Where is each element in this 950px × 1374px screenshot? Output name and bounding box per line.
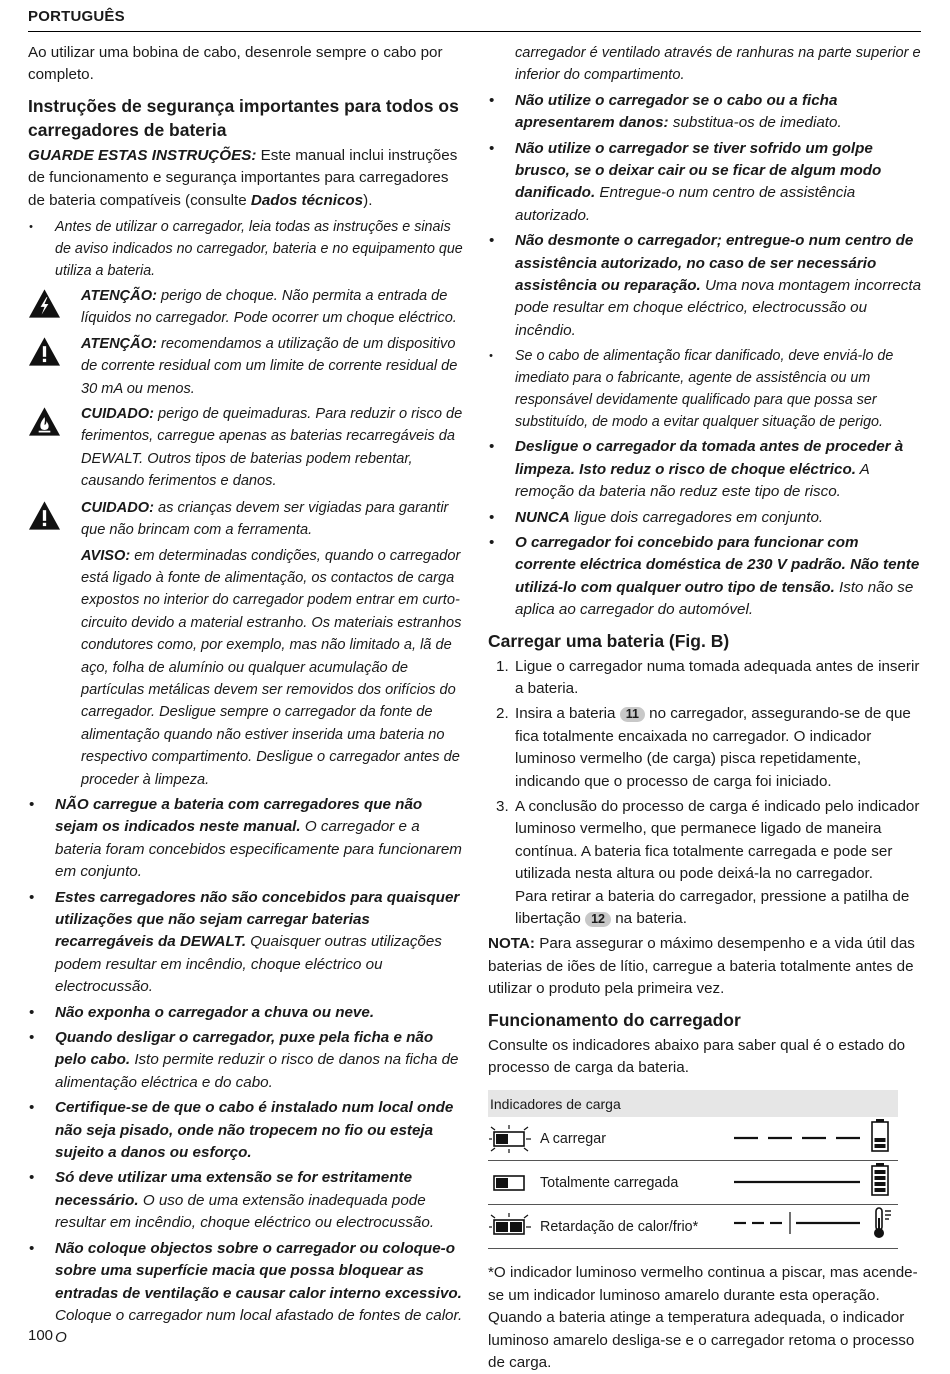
table-row [488,1117,898,1161]
bullet-bold: Não desmonte o carregador; entregue-o num centro de assistência autorizado, no caso de ser necessário assistência ou reparação. [515,232,914,295]
step-text: A conclusão do processo de carga é indicado pelo indicador luminoso vermelho, que permanece ligado de maneira contínua. A bateria fica totalmente carregada e pode ser utilizada nesta altura ou pode deixá-la no carregador. [515,797,920,883]
bullet-bold: Quando desligar o carregador, puxe pela ficha e não pelo cabo. [55,1029,434,1069]
step-text: Ligue o carregador numa tomada adequada antes de inserir a bateria. [515,657,920,697]
bullet-text: Coloque o carregador num local afastado de fontes de calor. O [55,1306,463,1347]
bullet-approved-chargers [28,794,464,884]
thermometer-icon [870,1206,894,1240]
bullet-disassemble [488,230,922,342]
table-row [488,1161,898,1205]
step-text: no carregador, assegurando-se de que fica totalmente encaixada no carregador. O indicador luminoso vermelho (de carga) pisca repetidamente, indicando que o processo de carga foi iniciado. [515,705,911,790]
warning-text: recomendamos a utilização de um dispositivo de corrente residual com um limite de corrente residual de 30 mA ou menos. [81,335,458,397]
operation-heading: Funcionamento do carregador [488,1009,741,1030]
led-cell [488,1205,540,1249]
bullet-text: A remoção da bateria não reduz este tipo de risco. [515,460,870,501]
bullet-230v [488,532,922,622]
caution-children [28,497,464,542]
electric-shock-warning-icon [28,288,61,319]
note-label: NOTA: [488,935,535,953]
bullet-text: Isto não se aplica ao carregador do automóvel. [515,578,914,619]
step-text: Para retirar a bateria do carregador, pressione a patilha de libertação [515,887,910,927]
notice-label: AVISO: [81,547,131,564]
caution-label: CUIDADO: [81,406,154,423]
bullet-text: Quaisquer outras utilizações podem resultar em incêndio, choque eléctrico ou electrocussão. [55,933,442,996]
keep-instructions [28,145,464,212]
note [488,933,922,1000]
page-number: 100 [28,1327,54,1344]
bullet-replace-cord: • Se o cabo de alimentação ficar danificado, deve enviá-lo de imediato para o fabricante, agente de assistência ou um responsável devidamente qualificado para que possa ser substituído, de modo a evitar qualquer situação de perigo. [488,345,922,433]
bullet-text: Uma nova montagem incorrecta pode resultar em choque eléctrico, electrocussão ou incêndio. [515,277,922,339]
bullet-unplug-cleaning [488,436,922,503]
exclamation-warning-icon [28,336,61,367]
charge-indicator-table [488,1090,898,1249]
language-header: PORTUGUÊS [28,8,125,25]
caution-text: perigo de queimaduras. Para reduzir o risco de ferimentos, carregue apenas as baterias recarregáveis da DEWALT. Outros tipos de baterias podem rebentar, causando ferimentos e danos. [81,406,463,490]
operation-text: Consulte os indicadores abaixo para saber qual é o estado do processo de carga da bateria. [488,1036,906,1077]
warning-label: ATENÇÃO: [81,335,157,352]
solid-pattern-icon [730,1177,866,1187]
bullet-read-instructions: • Antes de utilizar o carregador, leia todas as instruções e sinais de aviso indicados no carregador, bateria e no equipamento que utiliza a bateria. [28,216,464,282]
delay-pattern-icon [730,1211,866,1235]
battery-cell [870,1161,898,1205]
row-label: Retardação de calor/frio* [540,1205,730,1249]
bullet-text: O uso de uma extensão inadequada pode resultar em incêndio, choque eléctrico ou electrocussão. [55,1191,435,1232]
footnote: *O indicador luminoso vermelho continua a piscar, mas acende-se um indicador luminoso amarelo durante esta operação. Quando a bateria atinge a temperatura adequada, o indicador luminoso amarelo desliga-se e o carregador retoma o processo de carga. [488,1264,918,1372]
step-text: Insira a bateria [515,705,620,723]
pattern-cell [730,1205,870,1249]
battery-cell [870,1205,898,1249]
warning-rcd [28,333,464,400]
bullet-dropped [488,138,922,228]
battery-full-icon [870,1162,890,1196]
bullet-text: O carregador e a bateria foram concebidos especificamente para funcionarem em conjunto. [55,818,462,881]
warning-text: perigo de choque. Não permita a entrada de líquidos no carregador. Pode ocorrer um choque eléctrico. [81,288,457,327]
bullet-cord-location [28,1097,464,1164]
step-2 [488,703,922,793]
bullet-text: ligue dois carregadores em conjunto. [569,508,824,526]
bullet-bold: Não exponha o carregador a chuva ou neve. [55,1003,375,1021]
continued-text: carregador é ventilado através de ranhuras na parte superior e inferior do compartimento. [515,45,921,84]
bullet-bold: Só deve utilizar uma extensão se for estritamente necessário. [55,1169,413,1209]
keep-text: Este manual inclui instruções de funcionamento e segurança importantes para carregadores de bateria compatíveis (consulte [28,146,458,209]
fire-hazard-icon [28,406,61,437]
bullet-text: Entregue-o num centro de assistência autorizado. [515,184,856,224]
led-cell [488,1117,540,1161]
pattern-cell [730,1161,870,1205]
header-rule [28,31,921,32]
step-number: 1. [496,657,509,675]
bullet-bold: Certifique-se de que o cabo é instalado num local onde não seja pisado, onde não tropecem no fio ou esteja sujeito a danos ou esforço. [55,1099,454,1162]
led-cell [488,1161,540,1205]
bullet-unplug [28,1027,464,1094]
battery-charging-icon [870,1118,890,1152]
bullet-ventilation [28,1238,464,1350]
bullet-bold: Não utilize o carregador se tiver sofrido um golpe brusco, se o deixar cair ou se ficar de algum modo danificado. [515,139,882,202]
figure-ref-badge: 12 [585,912,611,927]
intro-paragraph: Ao utilizar uma bobina de cabo, desenrole sempre o cabo por completo. [28,44,443,84]
solid-led-icon [488,1168,532,1198]
step-text: na bateria. [610,910,687,927]
step-number: 3. [496,797,509,815]
dual-blinking-led-icon [488,1212,532,1242]
warning-label: ATENÇÃO: [81,288,157,305]
table-header: Indicadores de carga [488,1090,898,1117]
right-column [488,42,922,1374]
bullet-bold: Estes carregadores não são concebidos para quaisquer utilizações que não sejam carregar baterias recarregáveis da DEWALT. [55,888,460,951]
step-3 [488,796,922,930]
notice-text: em determinadas condições, quando o carregador está ligado à fonte de alimentação, os contactos de carga expostos no interior do carregador podem entrar em curto-circuito devido a material estranho. Os materiais estranhos condutores como, por exemplo, mas não limitado a, lã de aço, folha de alumínio ou qualquer acumulação de partículas metálicas devem ser removidos dos orifícios do carregador. Desligue sempre o carregador da fonte de alimentação quando não estiver inserida uma bateria no respectivo compartimento. Desligue o carregador antes de proceder à limpeza. [81,547,462,788]
battery-cell [870,1117,898,1161]
pattern-cell [730,1117,870,1161]
blinking-pattern-icon [730,1133,866,1143]
bullet-text: Isto permite reduzir o risco de danos na ficha de alimentação eléctrica e do cabo. [55,1051,459,1091]
bullet-bold: Não coloque objectos sobre o carregador ou coloque-o sobre uma superfície macia que possa bloquear as entradas de ventilação e causar calor interno excessivo. [55,1239,462,1302]
bullet-rain [28,1002,464,1024]
step-number: 2. [496,705,509,723]
bullet-bold: NÃO carregue a bateria com carregadores que não sejam os indicados neste manual. [55,795,423,836]
bullet-bold: NUNCA [515,508,570,526]
row-label: A carregar [540,1117,730,1161]
bullet-text: substitua-os de imediato. [668,114,842,132]
figure-ref-badge: 11 [620,707,645,722]
safety-heading: Instruções de segurança importantes para todos os carregadores de bateria [28,95,459,140]
bullet-damaged-cord [488,90,922,135]
note-text: Para assegurar o máximo desempenho e a vida útil das baterias de iões de lítio, carregue a bateria totalmente antes de utilizar o produto pela primeira vez. [488,935,915,998]
exclamation-warning-icon [28,500,61,531]
keep-end: ). [363,191,373,209]
charging-heading: Carregar uma bateria (Fig. B) [488,630,730,651]
notice-foreign-material [28,545,464,791]
bullet-extension [28,1167,464,1234]
row-label: Totalmente carregada [540,1161,730,1205]
blinking-led-icon [488,1124,532,1154]
bullet-intended-use [28,887,464,999]
table-row [488,1205,898,1249]
left-column [28,42,464,1353]
bullet-bold: O carregador foi concebido para funcionar com corrente eléctrica doméstica de 230 V padrão. Não tente utilizá-lo com qualquer outro tipo de tensão. [515,533,920,596]
step-1 [488,656,922,701]
warning-shock [28,285,464,330]
technical-data-ref: Dados técnicos [250,191,364,209]
caution-burn [28,403,464,493]
bullet-bold: Não utilize o carregador se o cabo ou a ficha apresentarem danos: [515,91,838,132]
caution-label: CUIDADO: [81,499,154,516]
caution-text: as crianças devem ser vigiadas para garantir que não brincam com a ferramenta. [81,499,449,539]
bullet-never-connect [488,507,922,529]
bullet-bold: Desligue o carregador da tomada antes de proceder à limpeza. Isto reduz o risco de choque eléctrico. [515,438,904,478]
keep-label: GUARDE ESTAS INSTRUÇÕES: [28,146,257,164]
